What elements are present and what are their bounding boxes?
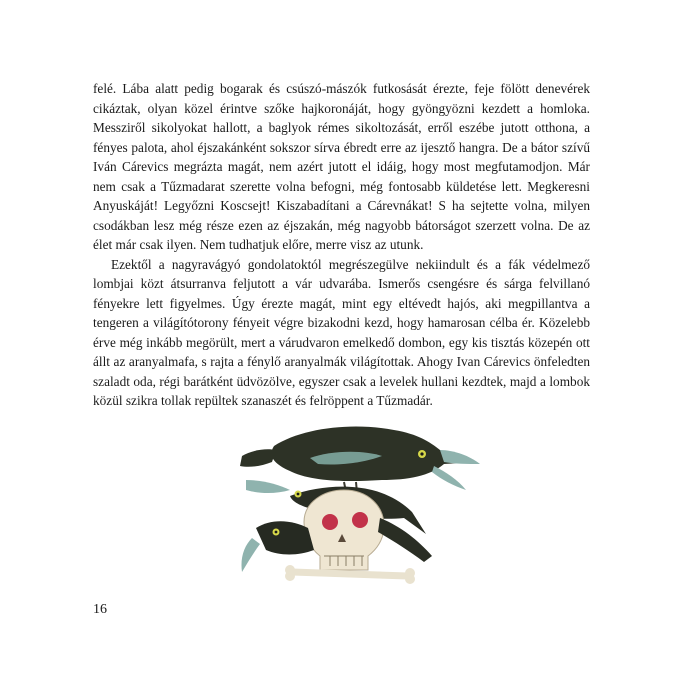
middle-crow-beak [246,480,290,493]
body-text [93,79,590,411]
right-wing [378,518,432,562]
top-crow-lower-beak [432,466,466,490]
top-crow-beak [440,450,480,464]
paragraph-2: Ezektől a nagyravágyó gondolatoktól megrészegülve nekiindult és a fák védelmező lombjai közt átsurranva feljutott a vár udvarába. Ismerős csengésre és sárga felvillanó fényekre lett figyelmes. Úgy érezte magát, mint egy eltévedt hajós, aki megpillantva a tengeren a világítótorony fényeit végre bizakodni kezd, hogy hamarosan célba ér. Közelebb érve még inkább megörült, mert a várudvaron emelkedő dombon, egy kis tisztás közepén ott állt az aranyalmafa, s rajta a fénylő aranyalmák világítottak. Ahogy Ivan Cárevics önfeledten szaladt oda, régi barátként üdvözölve, egyszer csak a levelek hullani kezdtek, majd a lombok közül szikra tollak repültek szanaszét és felröppent a Tűzmadár. [93,256,590,408]
paragraph-1: felé. Lába alatt pedig bogarak és csúszó-mászók futkosását érezte, feje fölött denevérek cikáztak, olyan közel érintve szőke hajkoronáját, hogy gyöngyözni kezdett a homloka. Messziről sikolyokat hallott, a baglyok rémes sikoltozását, erről eszébe jutott otthona, a fényes palota, ahol éjszakánként sokszor sírva ébredt erre az ijesztő hangra. De a bátor szívű Iván Cárevics megrázta magát, nem azért jutott el idáig, hogy most megfutamodjon. Már nem csak a Tűzmadarat szerette volna befogni, még fontosabb küldetése lett. Megkeresni Anyuskáját! Legyőzni Koscsejt! Kiszabadítani a Cárevnákat! S ha sejtette volna, milyen csodákban lesz még része ezen az éjszakán, még nagyobb bátorságot szerzett volna. De az élet már csak ilyen. Nem tudhatjuk előre, merre visz az utunk. [93,81,590,252]
skull [304,490,384,570]
top-crow-tail [240,449,276,467]
crows-on-skull-illustration [232,410,484,586]
skull-right-eye [352,512,368,528]
bone [292,572,408,576]
lower-crow-beak [241,538,260,572]
skull-left-eye [322,514,338,530]
page-number: 16 [93,602,107,617]
